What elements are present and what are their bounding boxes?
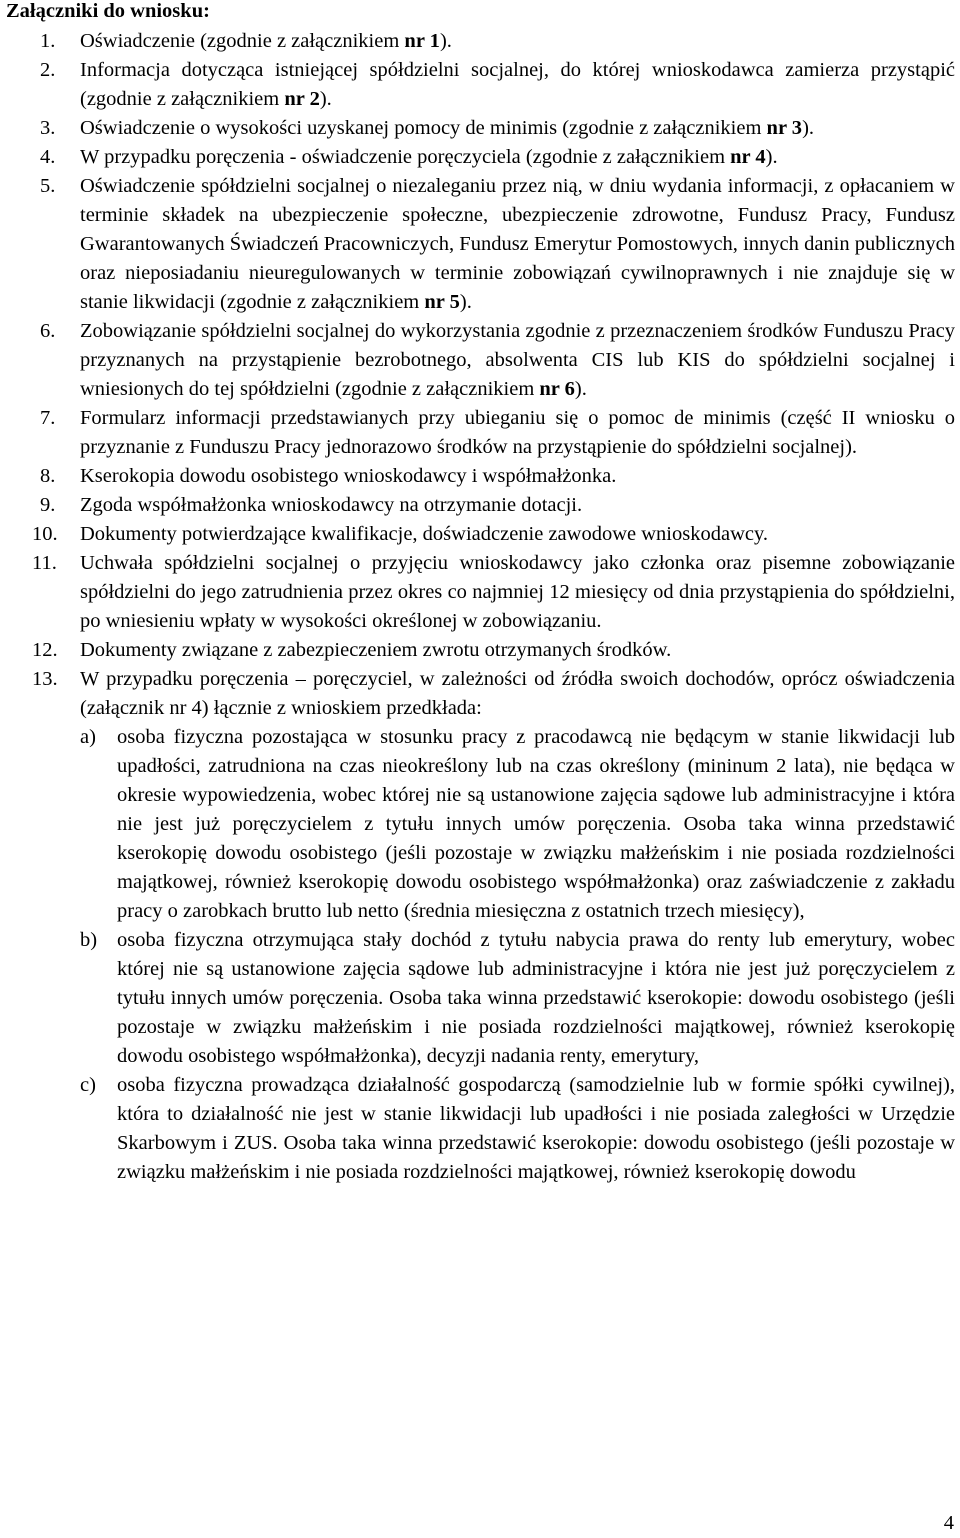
item-number: 10. xyxy=(32,523,58,545)
list-item xyxy=(0,317,960,404)
item-number: 2. xyxy=(40,59,56,81)
item-text: Formularz informacji przedstawianych przy ubieganiu się o pomoc de minimis (część II wniosku o przyznanie z Funduszu Pracy jednorazowo środków na przystąpienie do spółdzielni socjalnej). xyxy=(80,407,955,458)
sublist-item-label: b) xyxy=(80,929,98,951)
sublist-item xyxy=(80,723,955,926)
item-text: W przypadku poręczenia – poręczyciel, w zależności od źródła swoich dochodów, oprócz oświadczenia (załącznik nr 4) łącznie z wnioskiem przedkłada: xyxy=(80,668,955,719)
document-heading: Załączniki do wniosku: xyxy=(6,0,210,22)
sublist-item xyxy=(80,926,955,1071)
item-text: Oświadczenie (zgodnie z załącznikiem xyxy=(80,30,405,52)
item-text: Zgoda współmałżonka wnioskodawcy na otrzymanie dotacji. xyxy=(80,494,583,516)
item-number: 13. xyxy=(32,668,58,690)
item-number: 11. xyxy=(32,552,57,574)
item-number: 8. xyxy=(40,465,56,487)
item-number: 6. xyxy=(40,320,56,342)
sublist-item-text: osoba fizyczna pozostająca w stosunku pracy z pracodawcą nie będącym w stanie likwidacji lub upadłości, zatrudniona na czas nieokreślony lub na czas określony (mininum 2 lata), nie będąca w okresie wypowiedzenia, wobec której nie są ustanowione zajęcia sądowe lub administracyjne i która nie jest już poręczycielem z tytułu innych umów poręczenia. Osoba taka winna przedstawić kserokopię dowodu osobistego (jeśli pozostaje w związku małżeńskim i nie posiada rozdzielności majątkowej, również kserokopię dowodu osobistego współmałżonka) oraz zaświadczenie z zakładu pracy o zarobkach brutto lub netto (średnia miesięczna z ostatnich trzech miesięcy), xyxy=(117,726,955,922)
item-attachment-ref: nr 1 xyxy=(404,30,440,52)
item-text: Dokumenty potwierdzające kwalifikacje, doświadczenie zawodowe wnioskodawcy. xyxy=(80,523,769,545)
item-text: Uchwała spółdzielni socjalnej o przyjęciu wnioskodawcy jako członka oraz pisemne zobowiązanie spółdzielni do jego zatrudnienia przez okres co najmniej 12 miesięcy od dnia przystąpienia do spółdzielni, po wniesieniu wpłaty w wysokości określonej w zobowiązaniu. xyxy=(80,552,955,632)
item-number: 1. xyxy=(40,30,56,52)
item-number: 3. xyxy=(40,117,56,139)
item-text: Dokumenty związane z zabezpieczeniem zwrotu otrzymanych środków. xyxy=(80,639,672,661)
item-text-end: ). xyxy=(439,30,452,52)
list-item xyxy=(0,27,960,56)
item-attachment-ref: nr 2 xyxy=(284,88,320,110)
item-attachment-ref: nr 3 xyxy=(766,117,803,139)
item-text: Informacja dotycząca istniejącej spółdzielni socjalnej, do której wnioskodawca zamierza przystąpić (zgodnie z załącznikiem xyxy=(80,59,955,110)
attachments-list xyxy=(0,27,960,1187)
item-text: Oświadczenie spółdzielni socjalnej o niezaleganiu przez nią, w dniu wydania informacji, z opłacaniem w terminie składek na ubezpieczenie społeczne, ubezpieczenie zdrowotne, Fundusz Pracy, Fundusz Gwarantowanych Świadczeń Pracowniczych, Fundusz Emerytur Pomostowych, innych danin publicznych oraz nieposiadaniu nieuregulowanych w terminie zobowiązań cywilnoprawnych i nie znajduje się w stanie likwidacji (zgodnie z załącznikiem xyxy=(80,175,955,313)
item-text-end: ). xyxy=(802,117,815,139)
sublist-item-text: osoba fizyczna prowadząca działalność gospodarczą (samodzielnie lub w formie spółki cywilnej), która to działalność nie jest w stanie likwidacji lub upadłości i nie posiada zaległości w Urzędzie Skarbowym i ZUS. Osoba taka winna przedstawić kserokopie: dowodu osobistego (jeśli pozostaje w związku małżeńskim i nie posiada rozdzielności majątkowej, również kserokopię dowodu xyxy=(117,1074,955,1183)
item-number: 12. xyxy=(32,639,58,661)
page-number: 4 xyxy=(943,1512,954,1534)
list-item xyxy=(0,404,960,462)
list-item xyxy=(0,172,960,317)
item-attachment-ref: nr 5 xyxy=(424,291,460,313)
sublist-item-label: c) xyxy=(80,1074,96,1096)
list-item xyxy=(0,665,960,1187)
item-text-end: ). xyxy=(765,146,778,168)
list-item xyxy=(0,520,960,549)
item-number: 5. xyxy=(40,175,56,197)
item-text: Oświadczenie o wysokości uzyskanej pomocy de minimis (zgodnie z załącznikiem xyxy=(80,117,767,139)
item-text-end: ). xyxy=(319,88,332,110)
item-attachment-ref: nr 4 xyxy=(730,146,766,168)
guarantor-documents-sublist xyxy=(80,723,955,1187)
item-text: Zobowiązanie spółdzielni socjalnej do wykorzystania zgodnie z przeznaczeniem środków Funduszu Pracy przyznanych na przystąpienie bezrobotnego, absolwenta CIS lub KIS do spółdzielni socjalnej i wniesionych do tej spółdzielni (zgodnie z załącznikiem xyxy=(80,320,955,400)
sublist-item xyxy=(80,1071,955,1187)
item-attachment-ref: nr 6 xyxy=(539,378,575,400)
item-text: W przypadku poręczenia - oświadczenie poręczyciela (zgodnie z załącznikiem xyxy=(80,146,731,168)
sublist-item-text: osoba fizyczna otrzymująca stały dochód z tytułu nabycia prawa do renty lub emerytury, wobec której nie są ustanowione zajęcia sądowe lub administracyjne i która nie jest już poręczycielem z tytułu innych umów poręczenia. Osoba taka winna przedstawić kserokopie: dowodu osobistego (jeśli pozostaje w związku małżeńskim i nie posiada rozdzielności majątkowej, również kserokopię dowodu osobistego współmałżonka), decyzji nadania renty, emerytury, xyxy=(117,929,955,1067)
item-number: 7. xyxy=(40,407,56,429)
item-text: Kserokopia dowodu osobistego wnioskodawcy i współmałżonka. xyxy=(80,465,617,487)
item-text-end: ). xyxy=(574,378,587,400)
item-text-end: ). xyxy=(459,291,472,313)
list-item xyxy=(0,636,960,665)
list-item xyxy=(0,491,960,520)
item-number: 9. xyxy=(40,494,56,516)
list-item xyxy=(0,549,960,636)
list-item xyxy=(0,114,960,143)
list-item xyxy=(0,56,960,114)
list-item xyxy=(0,462,960,491)
item-number: 4. xyxy=(40,146,56,168)
sublist-item-label: a) xyxy=(80,726,96,748)
list-item xyxy=(0,143,960,172)
